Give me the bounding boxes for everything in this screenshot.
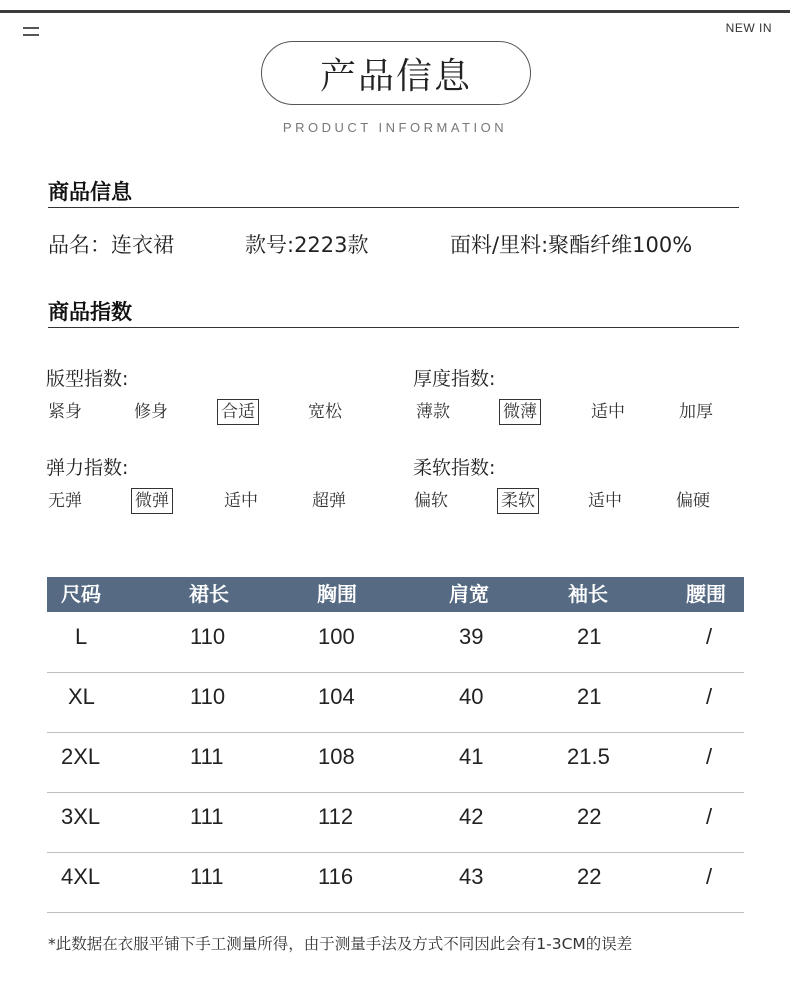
fabric-info: 面料/里料:聚酯纤维100%: [450, 233, 693, 257]
softness-option: 适中: [588, 491, 622, 511]
cell-waist: /: [706, 744, 713, 769]
new-in-link[interactable]: NEW IN: [725, 21, 772, 35]
column-header-length: 裙长: [189, 582, 229, 606]
column-header-shoulder: 肩宽: [449, 582, 489, 606]
table-row: [47, 852, 744, 913]
fit-option-selected: 合适: [217, 399, 259, 425]
cell-shoulder: 41: [459, 744, 484, 769]
cell-shoulder: 42: [459, 804, 484, 829]
table-row: [47, 792, 744, 853]
cell-sleeve: 21.5: [567, 744, 610, 769]
cell-size: 2XL: [61, 744, 101, 769]
cell-sleeve: 22: [577, 804, 602, 829]
page-title: 产品信息: [261, 41, 531, 105]
cell-length: 110: [190, 624, 226, 649]
cell-bust: 108: [318, 744, 355, 769]
indices-heading: 商品指数: [48, 300, 132, 324]
top-bar: [0, 10, 790, 13]
cell-length: 111: [190, 864, 224, 889]
cell-sleeve: 21: [577, 624, 602, 649]
cell-shoulder: 40: [459, 684, 484, 709]
stretch-option: 适中: [224, 491, 258, 511]
fit-index-label: 版型指数:: [46, 368, 129, 390]
stretch-option: 超弹: [312, 491, 346, 511]
column-header-waist: 腰围: [686, 582, 726, 606]
table-row: [47, 612, 744, 673]
cell-bust: 100: [318, 624, 355, 649]
stretch-option-selected: 微弹: [131, 488, 173, 514]
column-header-bust: 胸围: [317, 582, 357, 606]
cell-bust: 112: [318, 804, 354, 829]
cell-length: 111: [190, 804, 224, 829]
page-subtitle: PRODUCT INFORMATION: [282, 120, 508, 135]
measurement-note: *此数据在衣服平铺下手工测量所得，由于测量手法及方式不同因此会有1-3CM的误差: [48, 935, 633, 953]
table-row: [47, 672, 744, 733]
cell-shoulder: 39: [459, 624, 484, 649]
thickness-option: 加厚: [679, 402, 713, 422]
softness-option: 偏硬: [676, 491, 710, 511]
stretch-option: 无弹: [48, 491, 82, 511]
stretch-index-label: 弹力指数:: [46, 457, 129, 479]
thickness-option: 适中: [591, 402, 625, 422]
softness-option-selected: 柔软: [497, 488, 539, 514]
style-number: 款号:2223款: [245, 233, 369, 257]
fit-option: 宽松: [308, 402, 342, 422]
cell-sleeve: 22: [577, 864, 602, 889]
fit-option: 修身: [134, 402, 168, 422]
cell-length: 110: [190, 684, 226, 709]
cell-length: 111: [190, 744, 224, 769]
divider: [48, 327, 739, 328]
table-row: [47, 732, 744, 793]
size-table-header: [47, 577, 744, 612]
divider: [48, 207, 739, 208]
cell-bust: 104: [318, 684, 355, 709]
cell-bust: 116: [318, 864, 354, 889]
cell-shoulder: 43: [459, 864, 484, 889]
product-info-heading: 商品信息: [48, 180, 132, 204]
fit-option: 紧身: [48, 402, 82, 422]
cell-size: L: [75, 624, 88, 649]
softness-option: 偏软: [414, 491, 448, 511]
softness-index-label: 柔软指数:: [413, 457, 496, 479]
cell-waist: /: [706, 684, 713, 709]
menu-icon[interactable]: [23, 27, 39, 37]
product-name: 品名：连衣裙: [48, 233, 174, 257]
cell-waist: /: [706, 804, 713, 829]
cell-size: XL: [68, 684, 95, 709]
cell-sleeve: 21: [577, 684, 602, 709]
column-header-size: 尺码: [61, 582, 101, 606]
thickness-option: 薄款: [416, 402, 450, 422]
thickness-index-label: 厚度指数:: [413, 368, 496, 390]
thickness-option-selected: 微薄: [499, 399, 541, 425]
cell-size: 3XL: [61, 804, 101, 829]
cell-waist: /: [706, 864, 713, 889]
cell-waist: /: [706, 624, 713, 649]
cell-size: 4XL: [61, 864, 101, 889]
column-header-sleeve: 袖长: [568, 582, 608, 606]
